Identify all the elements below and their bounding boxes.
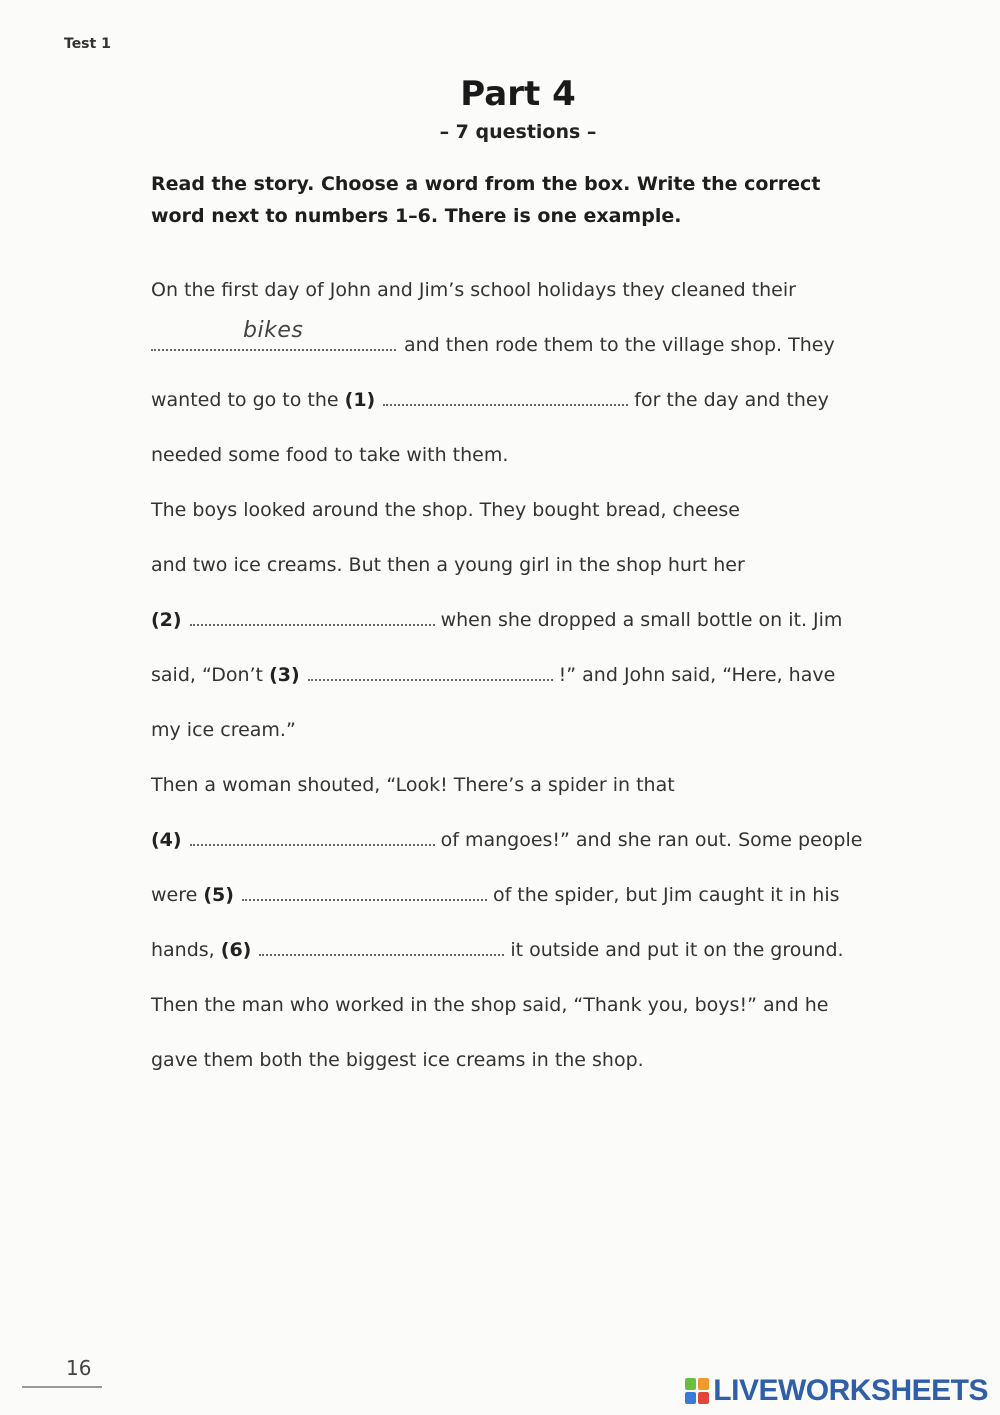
answer-blank-6[interactable]	[259, 932, 504, 956]
story-text-segment: for the day and they	[634, 389, 829, 411]
question-number-5: (5)	[203, 884, 234, 906]
answer-blank-4[interactable]	[190, 822, 435, 846]
story-text-segment: !” and John said, “Here, have	[558, 664, 836, 686]
story-line	[151, 765, 891, 820]
question-number-2: (2)	[151, 609, 182, 631]
story-text-segment: The boys looked around the shop. They bought bread, cheese	[151, 499, 740, 521]
question-number-1: (1)	[344, 389, 376, 411]
story-line	[151, 490, 891, 545]
instructions-line-2: word next to numbers 1–6. There is one example.	[151, 205, 682, 227]
story-text-segment: and two ice creams. But then a young girl in the shop hurt her	[151, 554, 745, 576]
story-text-segment: wanted to go to the	[151, 389, 339, 411]
answer-blank-1[interactable]	[383, 382, 628, 406]
story-line	[151, 1040, 891, 1095]
story-line	[151, 930, 891, 985]
part-title: Part 4	[460, 74, 576, 114]
story-text-segment: when she dropped a small bottle on it. Jim	[440, 609, 843, 631]
story-line	[151, 600, 891, 655]
story-line	[151, 435, 891, 490]
story-line	[151, 985, 891, 1040]
instructions	[151, 168, 891, 232]
liveworksheets-brand[interactable]	[685, 1374, 988, 1408]
brand-name: LIVEWORKSHEETS	[713, 1374, 988, 1407]
question-number-6: (6)	[220, 939, 252, 961]
answer-blank-2[interactable]	[190, 602, 435, 626]
logo-square	[685, 1378, 696, 1390]
instructions-line-1: Read the story. Choose a word from the box. Write the correct	[151, 173, 821, 195]
story-line	[151, 820, 891, 875]
question-number-3: (3)	[269, 664, 300, 686]
story-text-segment: hands,	[151, 939, 215, 961]
story-text-segment: gave them both the biggest ice creams in the shop.	[151, 1049, 644, 1071]
story-line	[151, 710, 891, 765]
story-text-segment: it outside and put it on the ground.	[510, 939, 844, 961]
answer-blank-3[interactable]	[308, 657, 553, 681]
logo-square	[698, 1392, 709, 1404]
liveworksheets-logo-icon	[685, 1378, 709, 1404]
example-blank	[151, 318, 396, 351]
story-line	[151, 318, 891, 380]
story-line	[151, 655, 891, 710]
story-text-segment: Then a woman shouted, “Look! There’s a spider in that	[151, 774, 675, 796]
part-subtitle: – 7 questions –	[439, 121, 597, 143]
story-text-segment: were	[151, 884, 198, 906]
story-text	[151, 270, 891, 1095]
story-line	[151, 545, 891, 600]
story-text-segment: needed some food to take with them.	[151, 444, 509, 466]
example-answer: bikes	[243, 318, 304, 343]
story-text-segment: Then the man who worked in the shop said, “Thank you, boys!” and he	[151, 994, 829, 1016]
story-text-segment: said, “Don’t	[151, 664, 264, 686]
story-line	[151, 875, 891, 930]
story-text-segment: of the spider, but Jim caught it in his	[492, 884, 840, 906]
logo-square	[698, 1378, 709, 1390]
page-edge-divider	[22, 1386, 102, 1388]
test-label: Test 1	[64, 36, 111, 52]
answer-blank-5[interactable]	[242, 877, 487, 901]
story-line	[151, 380, 891, 435]
story-text-segment: and then rode them to the village shop. They	[404, 334, 835, 356]
story-text-segment: On the first day of John and Jim’s school holidays they cleaned their	[151, 279, 796, 301]
story-text-segment: my ice cream.”	[151, 719, 296, 741]
story-text-segment: of mangoes!” and she ran out. Some people	[440, 829, 863, 851]
page-number: 16	[66, 1356, 92, 1380]
question-number-4: (4)	[151, 829, 182, 851]
logo-square	[685, 1392, 696, 1404]
